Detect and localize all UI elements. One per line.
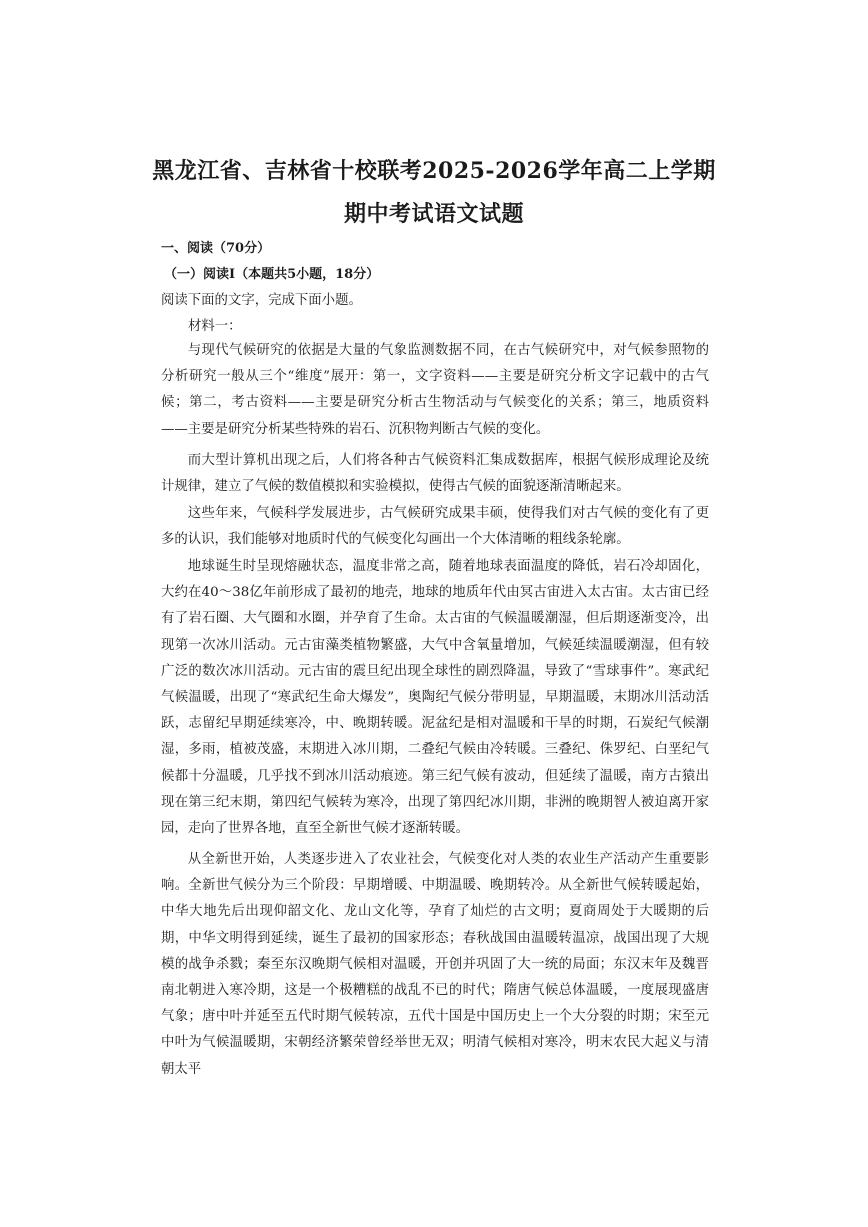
paragraph-3: 这些年来，气候科学发展进步，古气候研究成果丰硕，使得我们对古气候的变化有了更多的认识，我们能够对地质时代的气候变化勾画出一个大体清晰的粗线条轮廓。	[161, 506, 709, 548]
section-heading: 一、阅读（70分）	[161, 241, 271, 256]
subsection-heading: （一）阅读Ⅰ（本题共5小题，18分）	[164, 267, 380, 282]
material-label: 材料一：	[188, 319, 242, 334]
paragraph-5: 从全新世开始，人类逐步进入了农业社会，气候变化对人类的农业生产活动产生重要影响。全新世气候分为三个阶段：早期增暖、中期温暖、晚期转冷。从全新世气候转暖起始，中华大地先后出现仰韶文化、龙山文化等，孕育了灿烂的古文明；夏商周处于大暖期的后期，中华文明得到延续，诞生了最初的国家形态；春秋战国由温暖转温凉，战国出现了大规模的战争杀戮；秦至东汉晚期气候相对温暖，开创并巩固了大一统的局面；东汉末年及魏晋南北朝进入寒冷期，这是一个极糟糕的战乱不已的时代；隋唐气候总体温暖，一度展现盛唐气象；唐中叶并延至五代时期气候转凉，五代十国是中国历史上一个大分裂的时期；宋至元中叶为气候温暖期，宋朝经济繁荣曾经举世无双；明清气候相对寒冷，明末农民大起义与清朝太平	[161, 852, 709, 1077]
paragraph-4: 地球诞生时呈现熔融状态，温度非常之高，随着地球表面温度的降低，岩石冷却固化，大约在40～38亿年前形成了最初的地壳，地球的地质年代由冥古宙进入太古宙。太古宙已经有了岩石圈、大气圈和水圈，并孕育了生命。太古宙的气候温暖潮湿，但后期逐渐变冷，出现第一次冰川活动。元古宙藻类植物繁盛，大气中含氧量增加，气候延续温暖潮湿，但有较广泛的数次冰川活动。元古宙的震旦纪出现全球性的剧烈降温，导致了“雪球事件”。寒武纪气候温暖，出现了“寒武纪生命大爆发”，奥陶纪气候分带明显，早期温暖，末期冰川活动活跃，志留纪早期延续寒冷，中、晚期转暖。泥盆纪是相对温暖和干旱的时期，石炭纪气候潮湿，多雨，植被茂盛，末期进入冰川期，二叠纪气候由冷转暖。三叠纪、侏罗纪、白垩纪气候都十分温暖，几乎找不到冰川活动痕迹。第三纪气候有波动，但延续了温暖，南方古猿出现在第三纪末期，第四纪气候转为寒冷，出现了第四纪冰川期，非洲的晚期智人被迫离开家园，走向了世界各地，直至全新世气候才逐渐转暖。	[161, 559, 709, 837]
paragraph-1: 与现代气候研究的依据是大量的气象监测数据不同，在古气候研究中，对气候参照物的分析研究一般从三个“维度”展开：第一，文字资料——主要是研究分析文字记载中的古气候；第二，考古资料——主要是研究分析古生物活动与气候变化的关系；第三，地质资料——主要是研究分析某些特殊的岩石、沉积物判断古气候的变化。	[161, 343, 709, 437]
paragraph-2: 而大型计算机出现之后，人们将各种古气候资料汇集成数据库，根据气候形成理论及统计规律，建立了气候的数值模拟和实验模拟，使得古气候的面貌逐渐清晰起来。	[161, 453, 709, 495]
instruction-text: 阅读下面的文字，完成下面小题。	[161, 293, 362, 308]
document-title-line-1: 黑龙江省、吉林省十校联考2025-2026学年高二上学期	[152, 158, 716, 184]
document-title-line-2: 期中考试语文试题	[343, 201, 524, 227]
